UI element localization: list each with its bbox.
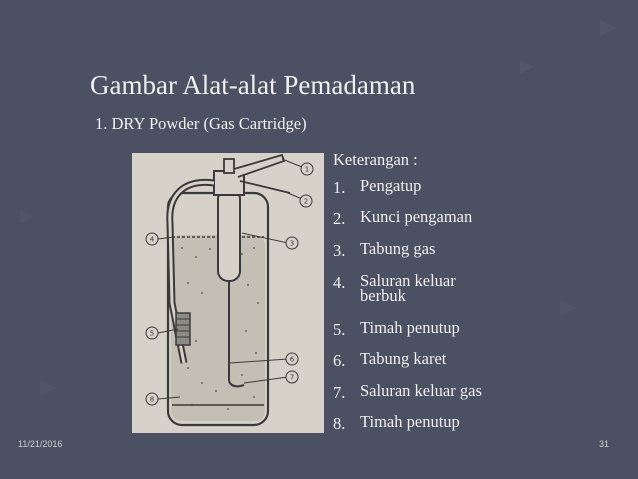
legend-item-label: Saluran keluar berbuk: [360, 271, 456, 305]
legend-item-number: 4.: [333, 273, 346, 292]
slide-subtitle: 1. DRY Powder (Gas Cartridge): [95, 114, 307, 133]
callout-1: 1: [304, 165, 310, 174]
legend-item-label: Saluran keluar gas: [360, 381, 482, 400]
legend-item-label: Tabung karet: [360, 349, 447, 368]
callout-4: 4: [149, 235, 155, 244]
callout-5: 5: [149, 329, 155, 338]
legend-item-label: Timah penutup: [360, 318, 460, 337]
legend-item-label: Timah penutup: [360, 412, 460, 431]
callout-3: 3: [289, 239, 295, 248]
callout-6: 6: [289, 355, 295, 364]
legend-heading: Keterangan :: [333, 150, 418, 169]
legend-item-number: 8.: [333, 414, 346, 433]
legend-item-number: 5.: [333, 320, 346, 339]
legend-item-label: Tabung gas: [360, 239, 436, 258]
footer-date: 11/21/2016: [18, 439, 63, 449]
legend-item-number: 6.: [333, 351, 346, 370]
legend-item-number: 1.: [333, 178, 346, 197]
callout-8: 8: [149, 395, 155, 404]
legend-item-number: 3.: [333, 241, 346, 260]
legend-item-label: Pengatup: [360, 176, 422, 195]
slide-title: Gambar Alat-alat Pemadaman: [90, 70, 416, 100]
gas-cartridge: [218, 189, 240, 281]
footer-page-number: 31: [599, 439, 610, 449]
extinguisher-drawing: [132, 153, 324, 433]
callout-7: 7: [289, 373, 295, 382]
legend-item-number: 7.: [333, 383, 346, 402]
legend-item-number: 2.: [333, 209, 346, 228]
nozzle: [176, 313, 190, 345]
extinguisher-diagram: [132, 153, 324, 433]
callout-2: 2: [303, 197, 309, 206]
lever: [234, 155, 284, 177]
legend-item-label: Kunci pengaman: [360, 207, 473, 226]
